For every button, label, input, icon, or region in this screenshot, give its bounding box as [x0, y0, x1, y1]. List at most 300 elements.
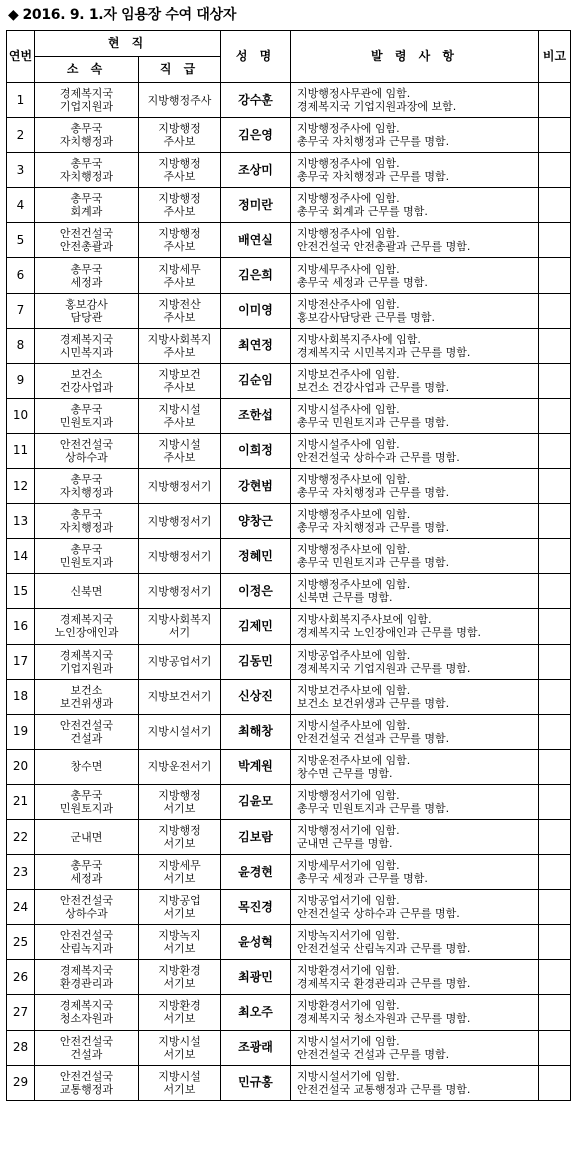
detail-line: 총무국 회계과 근무를 명함. — [297, 205, 428, 219]
row-number: 3 — [7, 153, 35, 188]
row-note — [539, 925, 571, 960]
grade-line: 지방사회복지 — [147, 332, 212, 346]
detail-line: 총무국 자치행정과 근무를 명함. — [297, 486, 450, 500]
row-note — [539, 1030, 571, 1065]
row-grade — [139, 293, 221, 328]
row-dept — [35, 644, 139, 679]
row-dept — [35, 574, 139, 609]
row-grade — [139, 609, 221, 644]
detail-line: 창수면 근무를 명함. — [297, 766, 393, 780]
grade-line: 서기보 — [163, 907, 196, 921]
row-note — [539, 223, 571, 258]
detail-line: 총무국 자치행정과 근무를 명함. — [297, 135, 450, 149]
table-row — [7, 925, 571, 960]
detail-line: 신북면 근무를 명함. — [297, 591, 393, 605]
detail-line: 경제복지국 시민복지과 근무를 명함. — [297, 345, 471, 359]
row-grade — [139, 469, 221, 504]
table-row — [7, 714, 571, 749]
row-number: 24 — [7, 890, 35, 925]
grade-line: 지방행정서기 — [147, 584, 212, 598]
dept-line: 안전건설국 — [59, 929, 114, 943]
table-row — [7, 679, 571, 714]
row-name: 이미영 — [221, 293, 291, 328]
dept-line: 세정과 — [70, 872, 103, 886]
detail-line: 지방행정주사에 임함. — [297, 227, 400, 241]
row-grade — [139, 363, 221, 398]
row-dept — [35, 1030, 139, 1065]
row-number: 12 — [7, 469, 35, 504]
detail-line: 안전건설국 산림녹지과 근무를 명함. — [297, 942, 471, 956]
grade-line: 지방세무 — [158, 859, 201, 873]
detail-line: 경제복지국 환경관리과 근무를 명함. — [297, 977, 471, 991]
row-note — [539, 784, 571, 819]
dept-line: 노인장애인과 — [54, 626, 119, 640]
dept-line: 산림녹지과 — [59, 942, 114, 956]
row-dept — [35, 890, 139, 925]
grade-line: 주사보 — [163, 205, 196, 219]
row-grade — [139, 328, 221, 363]
row-grade — [139, 960, 221, 995]
row-note — [539, 153, 571, 188]
row-note — [539, 293, 571, 328]
row-number: 26 — [7, 960, 35, 995]
dept-line: 총무국 — [70, 402, 103, 416]
row-detail — [291, 574, 539, 609]
row-number: 9 — [7, 363, 35, 398]
row-detail — [291, 118, 539, 153]
row-dept — [35, 153, 139, 188]
row-dept — [35, 784, 139, 819]
detail-line: 지방행정주사보에 임함. — [297, 473, 411, 487]
row-number: 2 — [7, 118, 35, 153]
row-detail — [291, 223, 539, 258]
row-note — [539, 644, 571, 679]
table-row — [7, 433, 571, 468]
row-grade — [139, 679, 221, 714]
row-note — [539, 1065, 571, 1100]
row-note — [539, 960, 571, 995]
detail-line: 지방보건주사에 임함. — [297, 367, 400, 381]
grade-line: 주사보 — [163, 170, 196, 184]
row-detail — [291, 819, 539, 854]
dept-line: 시민복지과 — [59, 345, 114, 359]
table-row — [7, 223, 571, 258]
dept-line: 기업지원과 — [59, 661, 114, 675]
dept-line: 안전총괄과 — [59, 240, 114, 254]
dept-line: 군내면 — [70, 830, 103, 844]
grade-line: 주사보 — [163, 415, 196, 429]
row-grade — [139, 995, 221, 1030]
row-dept — [35, 118, 139, 153]
dept-line: 건강사업과 — [59, 380, 114, 394]
grade-line: 지방시설 — [158, 1069, 201, 1083]
row-name: 김제민 — [221, 609, 291, 644]
row-grade — [139, 925, 221, 960]
grade-line: 지방전산 — [158, 297, 201, 311]
grade-line: 지방행정서기 — [147, 479, 212, 493]
grade-line: 지방운전서기 — [147, 760, 212, 774]
dept-line: 건설과 — [70, 1047, 103, 1061]
grade-line: 지방행정 — [158, 122, 201, 136]
detail-line: 지방사회복지주사에 임함. — [297, 332, 421, 346]
dept-line: 민원토지과 — [59, 415, 114, 429]
detail-line: 총무국 세정과 근무를 명함. — [297, 275, 428, 289]
row-name: 김은영 — [221, 118, 291, 153]
row-detail — [291, 469, 539, 504]
detail-line: 경제복지국 청소자원과 근무를 명함. — [297, 1012, 471, 1026]
dept-line: 안전건설국 — [59, 894, 114, 908]
grade-line: 지방시설 — [158, 402, 201, 416]
row-name: 민규홍 — [221, 1065, 291, 1100]
grade-line: 지방시설 — [158, 437, 201, 451]
row-note — [539, 258, 571, 293]
dept-line: 경제복지국 — [59, 648, 114, 662]
detail-line: 지방환경서기에 임함. — [297, 964, 400, 978]
row-name: 김동민 — [221, 644, 291, 679]
row-number: 16 — [7, 609, 35, 644]
row-note — [539, 749, 571, 784]
dept-line: 창수면 — [70, 760, 103, 774]
row-grade — [139, 433, 221, 468]
row-grade — [139, 890, 221, 925]
detail-line: 지방보건주사보에 임함. — [297, 683, 411, 697]
row-name: 윤성혁 — [221, 925, 291, 960]
detail-line: 지방환경서기에 임함. — [297, 999, 400, 1013]
dept-line: 회계과 — [70, 205, 103, 219]
detail-line: 군내면 근무를 명함. — [297, 837, 393, 851]
detail-line: 지방녹지서기에 임함. — [297, 929, 400, 943]
row-note — [539, 855, 571, 890]
dept-line: 상하수과 — [65, 907, 108, 921]
table-row — [7, 1065, 571, 1100]
row-name: 조광래 — [221, 1030, 291, 1065]
row-detail — [291, 960, 539, 995]
row-number: 5 — [7, 223, 35, 258]
row-note — [539, 83, 571, 118]
row-name: 양창근 — [221, 504, 291, 539]
row-grade — [139, 83, 221, 118]
detail-line: 지방시설주사에 임함. — [297, 437, 400, 451]
grade-line: 서기보 — [163, 977, 196, 991]
detail-line: 지방행정서기에 임함. — [297, 824, 400, 838]
row-name: 최해창 — [221, 714, 291, 749]
row-name: 박계원 — [221, 749, 291, 784]
grade-line: 지방보건 — [158, 367, 201, 381]
row-number: 4 — [7, 188, 35, 223]
row-detail — [291, 784, 539, 819]
detail-line: 지방행정주사보에 임함. — [297, 578, 411, 592]
grade-line: 지방행정 — [158, 157, 201, 171]
grade-line: 지방행정 — [158, 824, 201, 838]
row-grade — [139, 539, 221, 574]
dept-line: 보건소 — [70, 367, 103, 381]
row-grade — [139, 1030, 221, 1065]
grade-line: 서기보 — [163, 942, 196, 956]
row-name: 목진경 — [221, 890, 291, 925]
grade-line: 주사보 — [163, 135, 196, 149]
table-row — [7, 644, 571, 679]
row-grade — [139, 188, 221, 223]
row-detail — [291, 153, 539, 188]
dept-line: 자치행정과 — [59, 486, 114, 500]
dept-line: 총무국 — [70, 192, 103, 206]
row-dept — [35, 469, 139, 504]
detail-line: 안전건설국 안전총괄과 근무를 명함. — [297, 240, 471, 254]
dept-line: 민원토지과 — [59, 801, 114, 815]
detail-line: 지방사회복지주사보에 임함. — [297, 613, 432, 627]
detail-line: 보건소 건강사업과 근무를 명함. — [297, 380, 450, 394]
row-detail — [291, 433, 539, 468]
row-grade — [139, 153, 221, 188]
grade-line: 지방행정서기 — [147, 549, 212, 563]
grade-line: 지방공업서기 — [147, 655, 212, 669]
grade-line: 서기보 — [163, 801, 196, 815]
grade-line: 지방행정서기 — [147, 514, 212, 528]
row-dept — [35, 188, 139, 223]
dept-line: 상하수과 — [65, 450, 108, 464]
row-detail — [291, 258, 539, 293]
detail-line: 지방공업서기에 임함. — [297, 894, 400, 908]
row-grade — [139, 644, 221, 679]
table-row — [7, 258, 571, 293]
row-detail — [291, 539, 539, 574]
row-detail — [291, 398, 539, 433]
row-note — [539, 714, 571, 749]
grade-line: 주사보 — [163, 240, 196, 254]
detail-line: 총무국 세정과 근무를 명함. — [297, 872, 428, 886]
table-row — [7, 855, 571, 890]
table-row — [7, 118, 571, 153]
dept-line: 경제복지국 — [59, 332, 114, 346]
row-note — [539, 609, 571, 644]
diamond-bullet-icon: ◆ — [8, 7, 19, 23]
dept-line: 환경관리과 — [59, 977, 114, 991]
row-note — [539, 433, 571, 468]
grade-line: 서기 — [168, 626, 191, 640]
grade-line: 지방행정 — [158, 788, 201, 802]
grade-line: 지방공업 — [158, 894, 201, 908]
table-row — [7, 784, 571, 819]
row-detail — [291, 363, 539, 398]
row-name: 강수훈 — [221, 83, 291, 118]
row-number: 17 — [7, 644, 35, 679]
row-number: 25 — [7, 925, 35, 960]
row-detail — [291, 188, 539, 223]
row-number: 15 — [7, 574, 35, 609]
grade-line: 지방행정 — [158, 192, 201, 206]
dept-line: 홍보감사 — [65, 297, 108, 311]
detail-line: 총무국 민원토지과 근무를 명함. — [297, 556, 450, 570]
grade-line: 지방세무 — [158, 262, 201, 276]
row-dept — [35, 293, 139, 328]
dept-line: 민원토지과 — [59, 556, 114, 570]
row-name: 김보람 — [221, 819, 291, 854]
row-detail — [291, 679, 539, 714]
table-row — [7, 995, 571, 1030]
header-current: 현 직 — [35, 31, 221, 57]
grade-line: 서기보 — [163, 1047, 196, 1061]
grade-line: 서기보 — [163, 1082, 196, 1096]
appointment-table — [6, 30, 571, 1101]
table-row — [7, 960, 571, 995]
grade-line: 지방행정주사 — [147, 93, 212, 107]
header-dept: 소 속 — [35, 57, 139, 83]
dept-line: 안전건설국 — [59, 1034, 114, 1048]
detail-line: 지방전산주사에 임함. — [297, 297, 400, 311]
row-dept — [35, 609, 139, 644]
dept-line: 총무국 — [70, 262, 103, 276]
detail-line: 안전건설국 상하수과 근무를 명함. — [297, 450, 460, 464]
row-note — [539, 995, 571, 1030]
row-number: 18 — [7, 679, 35, 714]
header-no: 연번 — [7, 31, 35, 83]
table-row — [7, 609, 571, 644]
row-grade — [139, 504, 221, 539]
grade-line: 주사보 — [163, 275, 196, 289]
dept-line: 총무국 — [70, 788, 103, 802]
row-detail — [291, 714, 539, 749]
detail-line: 지방행정주사에 임함. — [297, 192, 400, 206]
grade-line: 지방녹지 — [158, 929, 201, 943]
row-name: 최오주 — [221, 995, 291, 1030]
row-dept — [35, 855, 139, 890]
dept-line: 경제복지국 — [59, 964, 114, 978]
dept-line: 세정과 — [70, 275, 103, 289]
row-grade — [139, 398, 221, 433]
detail-line: 홍보감사담당관 근무를 명함. — [297, 310, 436, 324]
row-note — [539, 398, 571, 433]
row-name: 신상진 — [221, 679, 291, 714]
row-number: 29 — [7, 1065, 35, 1100]
table-row — [7, 469, 571, 504]
row-detail — [291, 83, 539, 118]
grade-line: 서기보 — [163, 1012, 196, 1026]
grade-line: 주사보 — [163, 345, 196, 359]
grade-line: 지방사회복지 — [147, 613, 212, 627]
grade-line: 주사보 — [163, 450, 196, 464]
table-row — [7, 749, 571, 784]
detail-line: 지방시설주사보에 임함. — [297, 718, 411, 732]
row-dept — [35, 1065, 139, 1100]
row-number: 6 — [7, 258, 35, 293]
detail-line: 총무국 자치행정과 근무를 명함. — [297, 170, 450, 184]
table-row — [7, 363, 571, 398]
detail-line: 보건소 보건위생과 근무를 명함. — [297, 696, 450, 710]
dept-line: 자치행정과 — [59, 170, 114, 184]
row-grade — [139, 258, 221, 293]
row-note — [539, 118, 571, 153]
table-row — [7, 574, 571, 609]
row-name: 조한섭 — [221, 398, 291, 433]
dept-line: 담당관 — [70, 310, 103, 324]
row-note — [539, 890, 571, 925]
detail-line: 지방행정서기에 임함. — [297, 788, 400, 802]
dept-line: 안전건설국 — [59, 1069, 114, 1083]
table-row — [7, 819, 571, 854]
grade-line: 지방환경 — [158, 999, 201, 1013]
title-text: 2016. 9. 1.자 임용장 수여 대상자 — [22, 7, 237, 23]
row-grade — [139, 714, 221, 749]
detail-line: 지방시설주사에 임함. — [297, 402, 400, 416]
row-grade — [139, 784, 221, 819]
table-body — [7, 83, 571, 1101]
dept-line: 보건위생과 — [59, 696, 114, 710]
grade-line: 지방환경 — [158, 964, 201, 978]
row-dept — [35, 819, 139, 854]
row-name: 최광민 — [221, 960, 291, 995]
dept-line: 기업지원과 — [59, 100, 114, 114]
dept-line: 경제복지국 — [59, 87, 114, 101]
row-detail — [291, 749, 539, 784]
detail-line: 지방행정주사보에 임함. — [297, 508, 411, 522]
header-grade: 직 급 — [139, 57, 221, 83]
row-number: 10 — [7, 398, 35, 433]
row-note — [539, 504, 571, 539]
detail-line: 지방운전주사보에 임함. — [297, 753, 411, 767]
dept-line: 경제복지국 — [59, 999, 114, 1013]
row-number: 1 — [7, 83, 35, 118]
row-number: 28 — [7, 1030, 35, 1065]
row-dept — [35, 749, 139, 784]
row-detail — [291, 504, 539, 539]
row-dept — [35, 925, 139, 960]
row-detail — [291, 609, 539, 644]
row-dept — [35, 714, 139, 749]
table-row — [7, 83, 571, 118]
dept-line: 총무국 — [70, 859, 103, 873]
row-number: 7 — [7, 293, 35, 328]
row-note — [539, 188, 571, 223]
row-detail — [291, 995, 539, 1030]
grade-line: 주사보 — [163, 310, 196, 324]
row-note — [539, 469, 571, 504]
dept-line: 안전건설국 — [59, 227, 114, 241]
grade-line: 지방보건서기 — [147, 690, 212, 704]
row-number: 21 — [7, 784, 35, 819]
row-detail — [291, 890, 539, 925]
row-grade — [139, 574, 221, 609]
dept-line: 안전건설국 — [59, 437, 114, 451]
row-grade — [139, 855, 221, 890]
row-dept — [35, 258, 139, 293]
row-note — [539, 679, 571, 714]
row-note — [539, 539, 571, 574]
row-dept — [35, 679, 139, 714]
row-detail — [291, 1030, 539, 1065]
row-grade — [139, 223, 221, 258]
table-row — [7, 504, 571, 539]
dept-line: 청소자원과 — [59, 1012, 114, 1026]
row-grade — [139, 118, 221, 153]
dept-line: 자치행정과 — [59, 521, 114, 535]
detail-line: 지방시설서기에 임함. — [297, 1069, 400, 1083]
row-detail — [291, 925, 539, 960]
row-number: 20 — [7, 749, 35, 784]
detail-line: 지방행정주사에 임함. — [297, 157, 400, 171]
grade-line: 주사보 — [163, 380, 196, 394]
header-name: 성 명 — [221, 31, 291, 83]
row-detail — [291, 293, 539, 328]
row-detail — [291, 644, 539, 679]
row-name: 조상미 — [221, 153, 291, 188]
row-number: 13 — [7, 504, 35, 539]
row-name: 김순임 — [221, 363, 291, 398]
dept-line: 교통행정과 — [59, 1082, 114, 1096]
grade-line: 서기보 — [163, 872, 196, 886]
table-row — [7, 398, 571, 433]
detail-line: 안전건설국 건설과 근무를 명함. — [297, 731, 450, 745]
row-grade — [139, 819, 221, 854]
